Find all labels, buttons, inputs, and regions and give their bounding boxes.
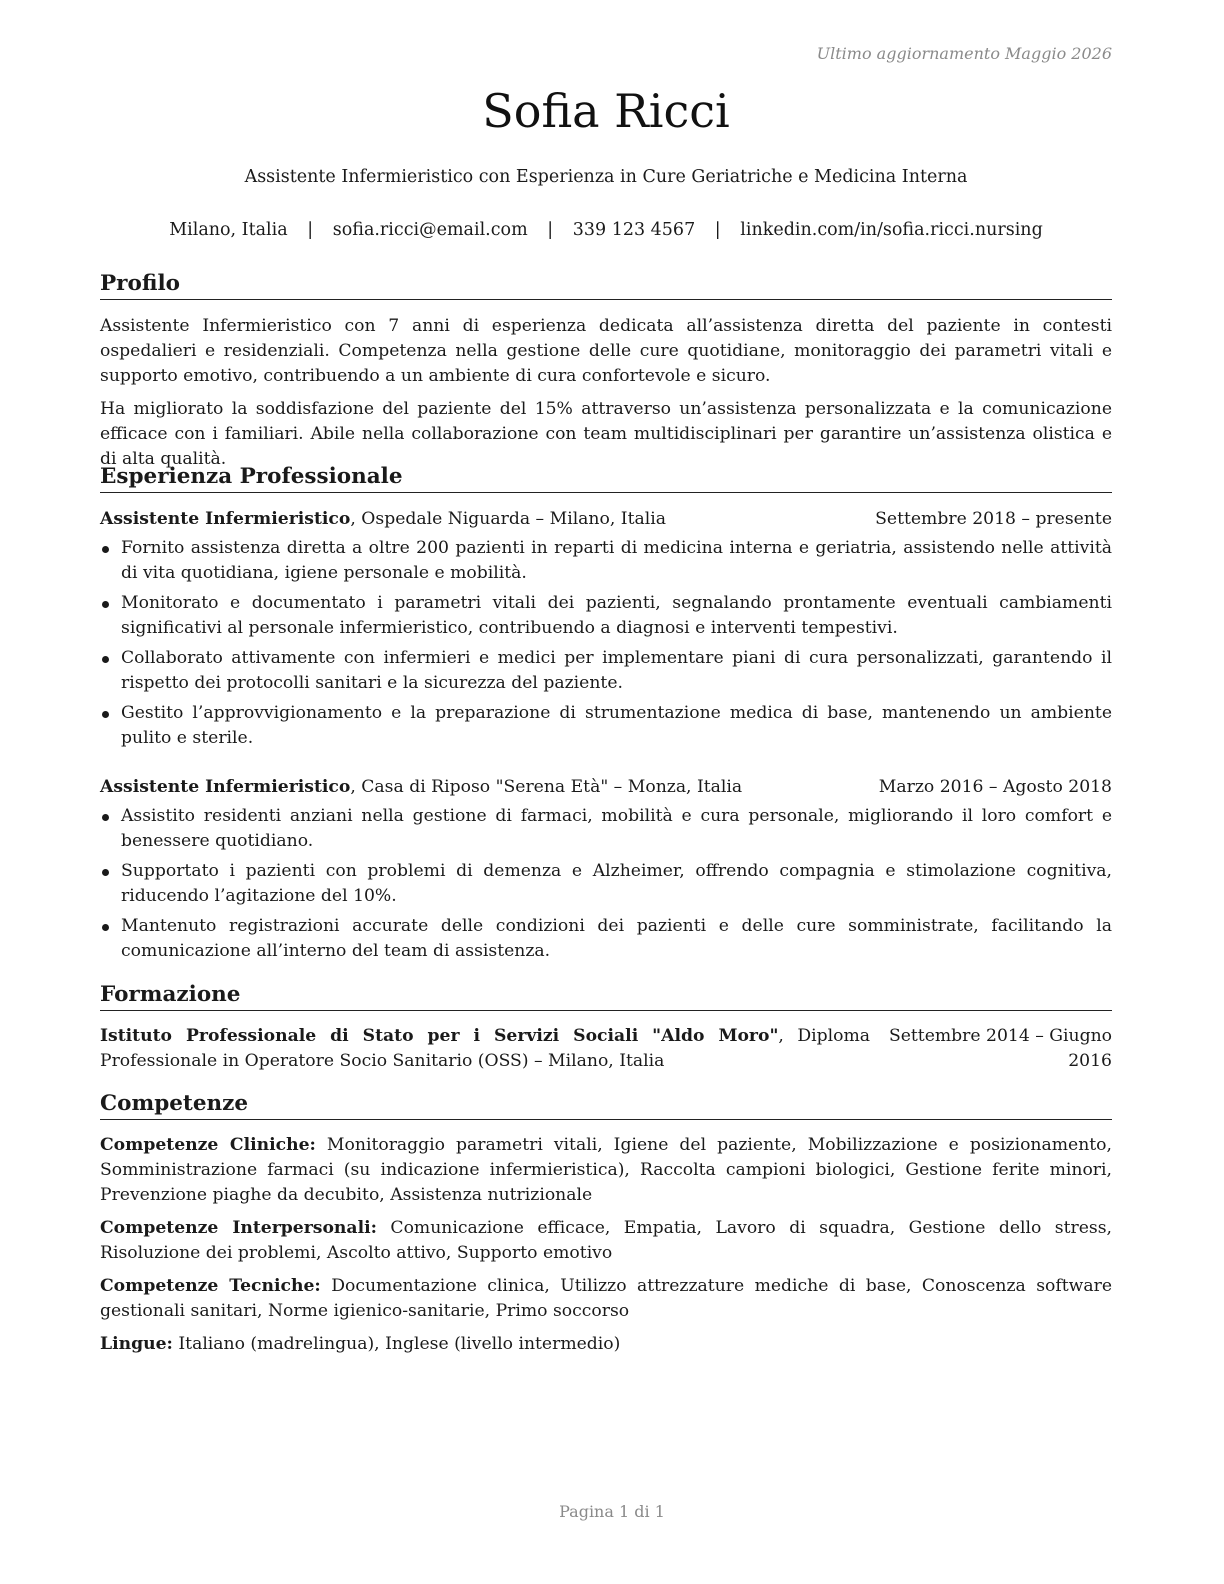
job-entry xyxy=(100,775,1112,969)
headline: Assistente Infermieristico con Esperienza in Cure Geriatriche e Medicina Interna xyxy=(244,167,968,187)
contact-separator: | xyxy=(547,220,554,240)
job-bullets xyxy=(100,804,1112,964)
job-title-place xyxy=(100,507,666,532)
education-dates: Settembre 2014 – Giugno 2016 xyxy=(888,1026,1112,1071)
job-title-place xyxy=(100,775,742,800)
job-title: Assistente Infermieristico xyxy=(100,777,351,797)
skill-group xyxy=(100,1274,1112,1324)
profile-paragraph: Assistente Infermieristico con 7 anni di esperienza dedicata all’assistenza diretta del paziente in contesti ospedalieri e residenziali. Competenza nella gestione delle cure quotidiane, monitoraggio dei parametri vitali e supporto emotivo, contribuendo a un ambiente di cura confortevole e sicuro. xyxy=(100,316,1112,386)
job-title: Assistente Infermieristico xyxy=(100,509,351,529)
job-header xyxy=(100,775,1112,800)
job-bullets xyxy=(100,536,1112,751)
skill-text: Documentazione clinica, Utilizzo attrezzature mediche di base, Conoscenza software gestionali sanitari, Norme igienico-sanitarie, Primo soccorso xyxy=(100,1276,1112,1321)
skill-group xyxy=(100,1332,1112,1357)
skill-label: Competenze Interpersonali: xyxy=(100,1218,377,1238)
skill-text: Comunicazione efficace, Empatia, Lavoro di squadra, Gestione dello stress, Risoluzione dei problemi, Ascolto attivo, Supporto emotivo xyxy=(100,1218,1113,1263)
section-title-skills: Competenze xyxy=(100,1090,1112,1120)
section-title-education: Formazione xyxy=(100,981,1112,1011)
contact-linkedin-link[interactable]: linkedin.com/in/sofia.ricci.nursing xyxy=(740,220,1043,240)
job-place: , Casa di Riposo "Serena Età" – Monza, Italia xyxy=(350,777,743,797)
section-title-profile: Profilo xyxy=(100,270,1112,300)
section-title-experience: Esperienza Professionale xyxy=(100,463,1112,493)
education-detail: , Diploma Professionale in Operatore Socio Sanitario (OSS) – Milano, Italia xyxy=(100,1026,870,1071)
education-institution xyxy=(100,1024,870,1074)
job-dates: Marzo 2016 – Agosto 2018 xyxy=(878,777,1112,797)
skill-group xyxy=(100,1133,1112,1208)
skill-group xyxy=(100,1216,1112,1266)
list-item: Supportato i pazienti con problemi di demenza e Alzheimer, offrendo compagnia e stimolazione cognitiva, riducendo l’agitazione del 10%. xyxy=(100,859,1112,909)
list-item: Monitorato e documentato i parametri vitali dei pazienti, segnalando prontamente eventuali cambiamenti significativi al personale infermieristico, contribuendo a diagnosi e interventi tempestivi. xyxy=(100,591,1112,641)
job-place: , Ospedale Niguarda – Milano, Italia xyxy=(350,509,666,529)
job-header xyxy=(100,507,1112,532)
skills-list xyxy=(100,1133,1112,1357)
page-number: Pagina 1 di 1 xyxy=(559,1502,665,1521)
skill-text: Monitoraggio parametri vitali, Igiene del paziente, Mobilizzazione e posizionamento, Somministrazione farmaci (su indicazione infermieristica), Raccolta campioni biologici, Gestione ferite minori, Prevenzione piaghe da decubito, Assistenza nutrizionale xyxy=(100,1135,1112,1205)
list-item: Gestito l’approvvigionamento e la preparazione di strumentazione medica di base, mantenendo un ambiente pulito e sterile. xyxy=(100,701,1112,751)
profile-paragraph: Ha migliorato la soddisfazione del paziente del 15% attraverso un’assistenza personalizzata e la comunicazione efficace con i familiari. Abile nella collaborazione con team multidisciplinari per garantire un’assistenza olistica e di alta qualità. xyxy=(100,399,1112,469)
skill-label: Competenze Cliniche: xyxy=(100,1135,316,1155)
contact-separator: | xyxy=(307,220,314,240)
list-item: Collaborato attivamente con infermieri e medici per implementare piani di cura personalizzati, garantendo il rispetto dei protocolli sanitari e la sicurezza del paziente. xyxy=(100,646,1112,696)
candidate-name: Sofia Ricci xyxy=(482,84,730,138)
list-item: Fornito assistenza diretta a oltre 200 pazienti in reparti di medicina interna e geriatria, assistendo nelle attività di vita quotidiana, igiene personale e mobilità. xyxy=(100,536,1112,586)
contact-separator: | xyxy=(714,220,721,240)
education-row xyxy=(100,1024,1112,1074)
education-school: Istituto Professionale di Stato per i Servizi Sociali "Aldo Moro" xyxy=(100,1026,779,1046)
job-entry xyxy=(100,507,1112,756)
contact-location: Milano, Italia xyxy=(169,220,288,240)
contact-line xyxy=(100,220,1112,240)
education-entry xyxy=(100,1024,1112,1074)
list-item: Mantenuto registrazioni accurate delle condizioni dei pazienti e delle cure somministrate, facilitando la comunicazione all’interno del team di assistenza. xyxy=(100,914,1112,964)
last-updated-note: Ultimo aggiornamento Maggio 2026 xyxy=(816,44,1112,63)
list-item: Assistito residenti anziani nella gestione di farmaci, mobilità e cura personale, migliorando il loro comfort e benessere quotidiano. xyxy=(100,804,1112,854)
profile-summary xyxy=(100,314,1112,472)
contact-email-link[interactable]: sofia.ricci@email.com xyxy=(332,220,528,240)
skill-label: Competenze Tecniche: xyxy=(100,1276,321,1296)
job-dates: Settembre 2018 – presente xyxy=(875,509,1112,529)
skill-text: Italiano (madrelingua), Inglese (livello intermedio) xyxy=(172,1334,621,1354)
skill-label: Lingue: xyxy=(100,1334,173,1354)
contact-phone: 339 123 4567 xyxy=(572,220,696,240)
